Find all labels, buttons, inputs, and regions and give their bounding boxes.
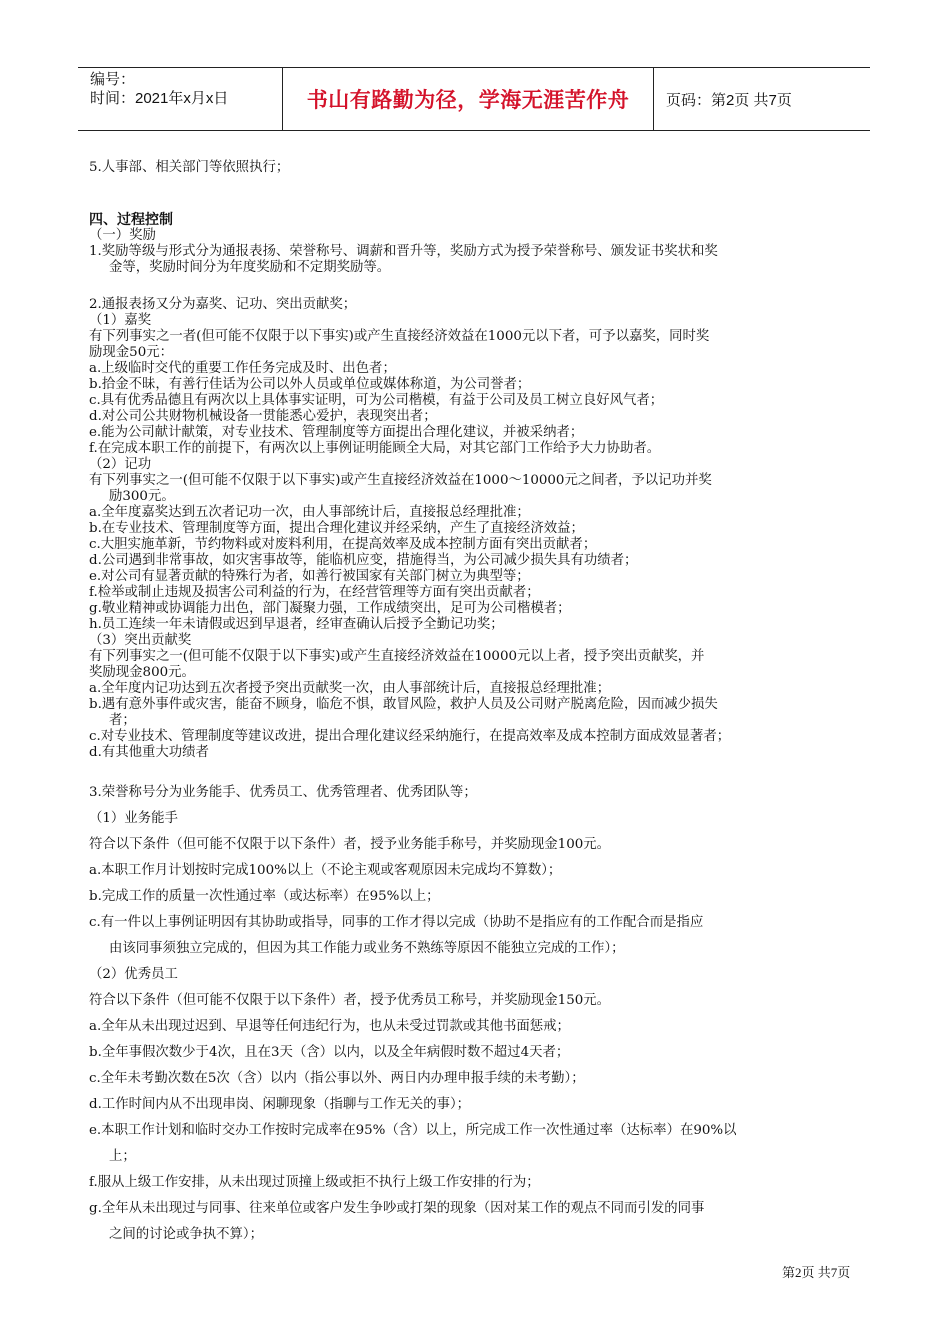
text-line: e.能为公司献计献策，对专业技术、管理制度等方面提出合理化建议，并被采纳者； [89,425,584,440]
text-line: b.完成工作的质量一次性通过率（或达标率）在95%以上； [89,889,440,904]
text-line: a.全年度内记功达到五次者授予突出贡献奖一次，由人事部统计后，直接报总经理批准； [89,681,611,696]
text-line: 上； [109,1149,136,1164]
text-line: 励现金50元： [89,345,173,360]
text-line: 之间的讨论或争执不算）； [109,1227,263,1242]
text-line: b.在专业技术、管理制度等方面，提出合理化建议并经采纳，产生了直接经济效益； [89,521,584,536]
spacer [89,761,869,780]
text-line: d.工作时间内从不出现串岗、闲聊现象（指聊与工作无关的事）； [89,1097,471,1112]
text-line: 者； [109,713,136,728]
text-line: 金等，奖励时间分为年度奖励和不定期奖励等。 [109,260,391,275]
text-line: c.对专业技术、管理制度等建议改进，提出合理化建议经采纳施行，在提高效率及成本控制方面成效显著者； [89,729,731,744]
text-line: 符合以下条件（但可能不仅限于以下条件）者，授予业务能手称号，并奖励现金100元。 [89,837,611,852]
text-line: 3.荣誉称号分为业务能手、优秀员工、优秀管理者、优秀团队等； [89,785,477,800]
text-line: （2）记功 [89,457,152,472]
text-line: 有下列事实之一者(但可能不仅限于以下事实)或产生直接经济效益在1000元以下者，可予以嘉奖，同时奖 [89,329,710,344]
page-footer: 第2页 共7页 [782,1265,851,1280]
section-title: 四、过程控制 [89,212,173,228]
text-line: b.遇有意外事件或灾害，能奋不顾身，临危不惧，敢冒风险，救护人员及公司财产脱离危险，因而减少损失 [89,697,718,712]
text-line: 励300元。 [109,489,175,504]
time-label: 时间：2021年x月x日 [90,90,229,107]
motto: 书山有路勤为径，学海无涯苦作舟 [282,68,654,130]
text-line: 1.奖励等级与形式分为通报表扬、荣誉称号、调薪和晋升等，奖励方式为授予荣誉称号、颁发证书奖状和奖 [89,244,718,259]
text-line: c.有一件以上事例证明因有其协助或指导，同事的工作才得以完成（协助不是指应有的工作配合而是指应 [89,915,704,930]
text-line: f.服从上级工作安排，从未出现过顶撞上级或拒不执行上级工作安排的行为； [89,1175,540,1190]
text-line: d.公司遇到非常事故，如灾害事故等，能临机应变，措施得当，为公司减少损失具有功绩者； [89,553,638,568]
text-line: f.检举或制止违规及损害公司利益的行为，在经营管理等方面有突出贡献者； [89,585,540,600]
text-line: d.有其他重大功绩者 [89,745,209,760]
text-line: a.全年从未出现过迟到、早退等任何违纪行为，也从未受过罚款或其他书面惩戒； [89,1019,570,1034]
text-line: e.本职工作计划和临时交办工作按时完成率在95%（含）以上，所完成工作一次性通过率（达标率）在90%以 [89,1123,737,1138]
text-line: b.拾金不昧，有善行佳话为公司以外人员或单位或媒体称道，为公司誉者； [89,377,531,392]
page-header [78,67,870,131]
text-line: e.对公司有显著贡献的特殊行为者，如善行被国家有关部门树立为典型等； [89,569,530,584]
text-line: （1）业务能手 [89,811,178,826]
text-line: （3）突出贡献奖 [89,633,192,648]
text-line: （2）优秀员工 [89,967,178,982]
text-line: g.全年从未出现过与同事、往来单位或客户发生争吵或打架的现象（因对某工作的观点不同而引发的同事 [89,1201,705,1216]
text-line: 有下列事实之一(但可能不仅限于以下事实)或产生直接经济效益在1000～10000元之间者，予以记功并奖 [89,473,712,488]
number-label: 编号： [90,71,136,88]
text-line: b.全年事假次数少于4次，且在3天（含）以内，以及全年病假时数不超过4天者； [89,1045,570,1060]
text-line: 符合以下条件（但可能不仅限于以下条件）者，授予优秀员工称号，并奖励现金150元。 [89,993,611,1008]
text-line: a.本职工作月计划按时完成100%以上（不论主观或客观原因未完成均不算数）； [89,863,562,878]
text-line: a.全年度嘉奖达到五次者记功一次，由人事部统计后，直接报总经理批准； [89,505,530,520]
spacer [89,276,869,297]
text-line: d.对公司公共财物机械设备一贯能悉心爱护，表现突出者； [89,409,437,424]
block-a [89,160,869,176]
text-line: （一）奖励 [89,228,156,243]
text-line: f.在完成本职工作的前提下，有两次以上事例证明能顾全大局，对其它部门工作给予大力协助者。 [89,441,661,456]
block-b [89,228,869,276]
document-body [89,160,869,1248]
text-line: 奖励现金800元。 [89,665,195,680]
block-c [89,297,869,761]
text-line: 有下列事实之一(但可能不仅限于以下事实)或产生直接经济效益在10000元以上者，授予突出贡献奖，并 [89,649,705,664]
text-line: h.员工连续一年未请假或迟到早退者，经审查确认后授予全勤记功奖； [89,617,504,632]
text-line: a.上级临时交代的重要工作任务完成及时、出色者； [89,361,396,376]
text-line: c.大胆实施革新，节约物料或对废料利用，在提高效率及成本控制方面有突出贡献者； [89,537,597,552]
text-line: 5.人事部、相关部门等依照执行； [89,160,290,175]
text-line: 2.通报表扬又分为嘉奖、记功、突出贡献奖； [89,297,357,312]
block-d [89,780,869,1248]
page-label: 页码：第2页 共7页 [666,91,792,109]
text-line: c.具有优秀品德且有两次以上具体事实证明，可为公司楷模，有益于公司及员工树立良好风气者； [89,393,664,408]
text-line: c.全年未考勤次数在5次（含）以内（指公事以外、两日内办理申报手续的未考勤）； [89,1071,585,1086]
header-left [78,68,282,130]
text-line: 由该同事须独立完成的，但因为其工作能力或业务不熟练等原因不能独立完成的工作）； [109,941,625,956]
text-line: g.敬业精神或协调能力出色，部门凝聚力强，工作成绩突出，足可为公司楷模者； [89,601,571,616]
spacer [89,176,869,212]
text-line: （1）嘉奖 [89,313,152,328]
